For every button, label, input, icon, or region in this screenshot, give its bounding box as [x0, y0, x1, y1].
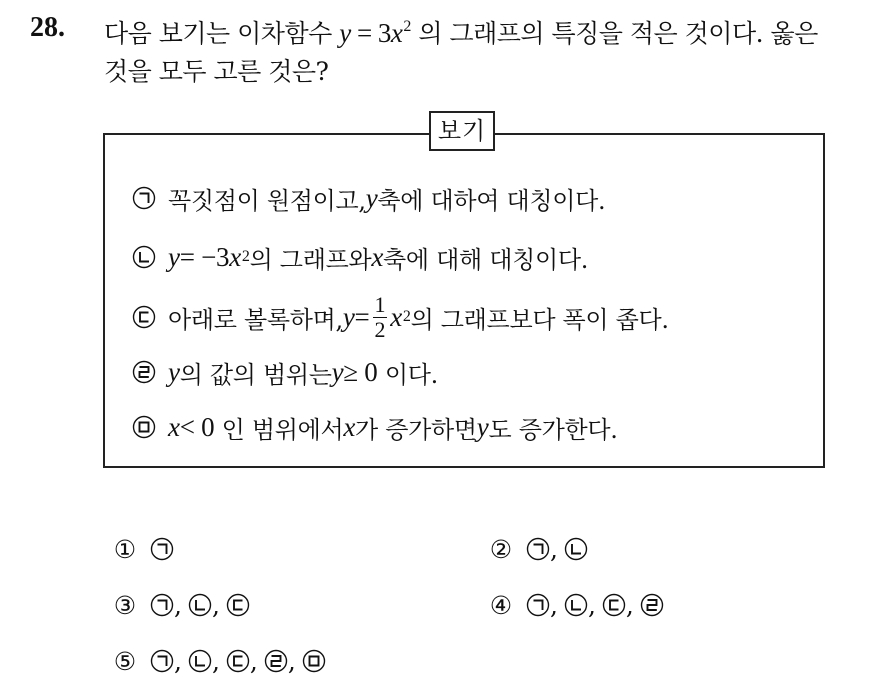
circled-digeut-icon: [132, 305, 156, 329]
circled-digeut-icon: [226, 649, 250, 673]
marker-circle: [189, 651, 210, 672]
circled-nieun-icon: [132, 245, 156, 269]
marker-glyph: [196, 656, 205, 666]
circled-giyeok-icon: [150, 649, 174, 673]
item-text-part: 이다.: [384, 360, 438, 389]
example-item-text: y = −3 x 2 의 그래프와 x 축에 대해 대칭이다.: [168, 241, 589, 274]
answer-option-5[interactable]: [112, 644, 326, 678]
circled-giyeok-icon: [132, 186, 156, 210]
marker-circle: [528, 539, 549, 560]
circled-rieul-icon: [640, 593, 664, 617]
marker-glyph: [234, 601, 243, 610]
option-separator: ,: [287, 646, 296, 676]
option-number: ④: [489, 590, 513, 620]
question-number: 28.: [30, 12, 65, 43]
option-number: ⑤: [113, 646, 137, 676]
question-text-pre: 다음 보기는 이차함수: [104, 19, 340, 48]
variable-x: x: [371, 241, 384, 272]
circled-mieum-icon: [132, 415, 156, 439]
marker-circle: [152, 539, 173, 560]
fraction-denominator: 2: [374, 316, 386, 342]
function-equals-coefficient: = 3: [350, 18, 391, 48]
variable-y: y: [365, 182, 378, 213]
example-item-mieum: [132, 407, 618, 447]
marker-circle: [565, 539, 586, 560]
variable-y: y: [342, 301, 355, 332]
circled-digeut-icon: [226, 649, 250, 673]
question-text-line1: [104, 14, 818, 50]
marker-circle: [152, 651, 173, 672]
marker-glyph: [234, 657, 243, 666]
circled-nieun-icon: [188, 593, 212, 617]
option-number: ③: [113, 590, 137, 620]
item-text-part: 축에 대하여 대칭이다.: [377, 186, 606, 215]
function-variable-y: y: [339, 18, 351, 48]
marker-glyph: [158, 657, 167, 667]
answer-option-2[interactable]: [488, 532, 588, 566]
answer-option-1[interactable]: [112, 532, 174, 566]
item-text-part: 인 범위에서: [221, 415, 344, 444]
variable-y: y: [476, 411, 489, 442]
answer-option-3[interactable]: [112, 588, 250, 622]
circled-giyeok-icon: [526, 537, 550, 561]
option-separator: ,: [550, 534, 558, 564]
circled-giyeok-icon: [150, 537, 174, 561]
circled-giyeok-icon: [526, 593, 550, 617]
circled-digeut-icon: [226, 593, 250, 617]
fraction-numerator: 1: [374, 291, 386, 317]
marker-glyph: [140, 313, 149, 322]
variable-x: x: [343, 411, 356, 442]
marker-glyph: [610, 601, 619, 610]
example-item-giyeok: [132, 178, 605, 218]
item-text-part: 도 증가한다.: [488, 415, 618, 444]
circled-rieul-icon: [264, 649, 288, 673]
marker-glyph: [271, 656, 280, 666]
option-separator: ,: [587, 590, 596, 620]
circled-nieun-icon: [188, 649, 212, 673]
option-separator: ,: [550, 590, 558, 620]
circled-giyeok-icon: [150, 537, 174, 561]
marker-circle: [152, 595, 173, 616]
circled-digeut-icon: [132, 305, 156, 329]
marker-circle: [134, 188, 155, 209]
circled-giyeok-icon: [132, 186, 156, 210]
circled-giyeok-icon: [150, 593, 174, 617]
circled-giyeok-icon: [526, 537, 550, 561]
variable-y: y: [168, 356, 180, 387]
item-math-part: = −3: [179, 241, 230, 272]
circled-nieun-icon: [188, 649, 212, 673]
marker-glyph: [309, 657, 318, 666]
variable-y: y: [168, 241, 180, 272]
marker-glyph: [572, 544, 581, 554]
option-number: ②: [489, 534, 513, 564]
circled-mieum-icon: [302, 649, 326, 673]
variable-x: x: [229, 241, 241, 272]
example-item-text: [168, 181, 605, 216]
circled-rieul-icon: [264, 649, 288, 673]
marker-circle: [227, 595, 248, 616]
marker-glyph: [647, 600, 656, 610]
marker-circle: [134, 247, 155, 268]
marker-circle: [227, 651, 248, 672]
circled-giyeok-icon: [526, 593, 550, 617]
marker-circle: [134, 417, 155, 438]
marker-glyph: [140, 252, 149, 262]
circled-giyeok-icon: [150, 649, 174, 673]
marker-glyph: [158, 601, 167, 611]
fraction-one-half: [372, 291, 387, 342]
item-math-part: =: [354, 301, 370, 332]
circled-nieun-icon: [564, 593, 588, 617]
variable-y: y: [331, 356, 344, 387]
item-text-part: 축에 대해 대칭이다.: [383, 245, 589, 274]
item-text-part: 의 그래프보다 폭이 좁다.: [410, 305, 669, 334]
circled-nieun-icon: [564, 537, 588, 561]
example-item-nieun: [132, 237, 588, 277]
marker-glyph: [140, 194, 149, 204]
item-text-part: 가 증가하면: [355, 415, 477, 444]
circled-digeut-icon: [226, 593, 250, 617]
circled-rieul-icon: [640, 593, 664, 617]
marker-glyph: [140, 367, 149, 377]
item-math-part: ≥ 0: [343, 356, 378, 387]
function-variable-x: x: [390, 18, 403, 48]
marker-glyph: [158, 545, 167, 555]
variable-x: x: [390, 301, 402, 332]
variable-x: x: [168, 411, 180, 442]
example-box-label: 보기: [429, 111, 495, 151]
item-math-part: < 0: [179, 411, 215, 442]
option-separator: ,: [249, 646, 258, 676]
circled-digeut-icon: [602, 593, 626, 617]
circled-rieul-icon: [132, 360, 156, 384]
circled-nieun-icon: [132, 245, 156, 269]
option-separator: ,: [211, 646, 220, 676]
example-item-text: [168, 355, 438, 390]
marker-glyph: [534, 545, 543, 555]
circled-nieun-icon: [188, 593, 212, 617]
item-text-part: 의 그래프와: [249, 245, 372, 274]
example-item-text: [168, 410, 618, 445]
option-number: ①: [113, 534, 137, 564]
circled-nieun-icon: [564, 593, 588, 617]
marker-glyph: [572, 600, 581, 610]
item-text-part: 아래로 볼록하며,: [168, 305, 343, 334]
example-item-rieul: [132, 352, 438, 392]
marker-circle: [603, 595, 624, 616]
circled-nieun-icon: [564, 537, 588, 561]
function-exponent: 2: [403, 18, 411, 35]
question-text-line2: 것을 모두 고른 것은?: [104, 57, 329, 86]
circled-rieul-icon: [132, 360, 156, 384]
item-text-part: 의 값의 범위는: [179, 360, 332, 389]
item-text-part: 꼭짓점이 원점이고,: [168, 186, 366, 215]
circled-mieum-icon: [132, 415, 156, 439]
marker-glyph: [196, 600, 205, 610]
marker-glyph: [534, 601, 543, 611]
answer-option-4[interactable]: [488, 588, 664, 622]
circled-digeut-icon: [602, 593, 626, 617]
marker-circle: [565, 595, 586, 616]
example-item-digeut: [132, 293, 669, 341]
marker-circle: [528, 595, 549, 616]
option-separator: ,: [174, 646, 182, 676]
example-item-text: 아래로 볼록하며, y = $\frac{1}{2}$ x 2 의 그래프보다 폭이 좁다.: [168, 291, 669, 342]
circled-mieum-icon: [302, 649, 326, 673]
option-separator: ,: [174, 590, 182, 620]
option-separator: ,: [211, 590, 220, 620]
marker-circle: [303, 651, 324, 672]
marker-glyph: [140, 423, 149, 432]
circled-giyeok-icon: [150, 593, 174, 617]
question-text-post: 의 그래프의 특징을 적은 것이다. 옳은: [418, 19, 818, 48]
marker-circle: [134, 307, 155, 328]
marker-circle: [189, 595, 210, 616]
option-separator: ,: [625, 590, 634, 620]
